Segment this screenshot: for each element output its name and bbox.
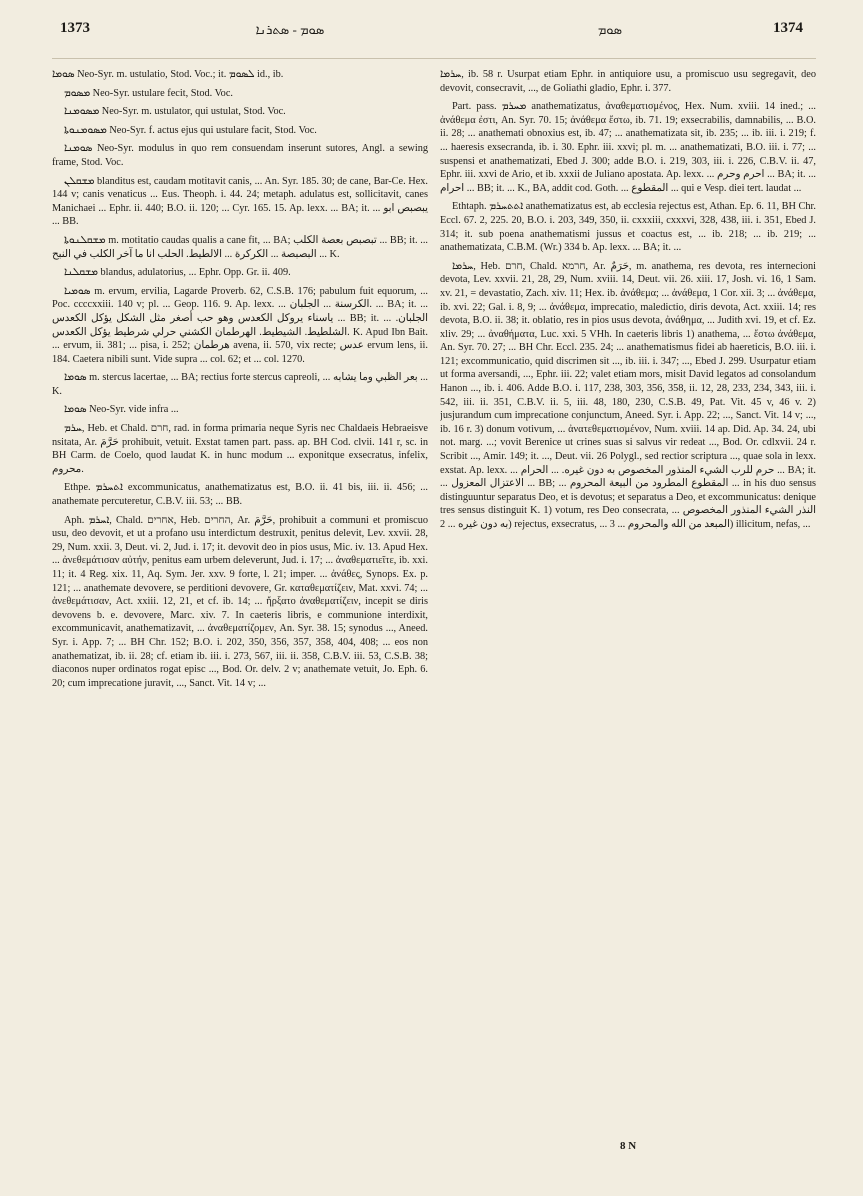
entry: ܡܣܘܡܢܘܬܐ Neo-Syr. f. actus ejus qui ustulare facit, Stod. Voc.	[64, 124, 317, 136]
page-header	[0, 14, 863, 44]
entry: ܡܣܘܡܢܐ Neo-Syr. m. ustulator, qui ustulat, Stod. Voc.	[64, 106, 286, 118]
entry: ܣܘܡܐ Neo-Syr. vide infra ...	[64, 404, 179, 416]
entry: Ethpe. ܐܬܚܪܡ excommunicatus, anathematizatus est, B.O. ii. 41 bis, iii. ii. 456; ... anathemate percuteretur, C.B.V. iii. 53; ... BB.	[52, 482, 428, 508]
left-running-headword: ܣܘܡ - ܣܬܪܢܐ	[255, 22, 325, 37]
right-page-number: 1374	[773, 20, 803, 36]
header-rule	[52, 58, 816, 59]
entry: ܚܪܡ, Heb. et Chald. חרם, rad. in forma primaria neque Syris nec Chaldaeis Hebraeisve nsitata, Ar. حَرَّمَ prohibuit, vetuit. Exstat tamen part. pass. ap. BH Cod. clvii. 141 r, sc. in BH Carm. de Coelo, quod laudat K. in hunc modum ... exponitque exsecratus, infelix, محروم.	[52, 423, 428, 475]
entry: ܡܣܘܡ Neo-Syr. ustulare fecit, Stod. Voc.	[64, 87, 233, 99]
entry: ܡܫܩܠܢܐ blandus, adulatorius, ... Ephr. Opp. Gr. ii. 409.	[64, 267, 291, 279]
entry: ܚܪܡܐ, Heb. חרם, Chald. חרמא, Ar. حَرَمٌ, m. anathema, res devota, res internecioni devota, Lev. xxvii. 21, 28, 29, Num. xviii. 14, Deut. vii. 26. xiii. 17, Josh. vi. 16, 1 Sam. xv. 21, = devastatio, Zach. xiv. 11; Hex. ib. ἀνάθεμα; ... ἀνάθεμα, 1 Cor. xii. 3; ... ἀνάθεμα, ib. xvi. 22; Gal. i. 8, 9; ... ἀνάθεμα, imprecatio, maledictio, diris devota, Act. xxiii. 14; res devota, B.O. ii. 38; it. oblatio, res in pios usus devota, ἀνάθημα, ... Judith xvi. 19, et cf. Ez. xliv. 29; ... ἀναθήματα, Luc. xxi. 5 VHh. In caeteris libris 1) anathema, ... ἔστω ἀνάθεμα, An. Syr. 70. 27; ... BH Chr. Eccl. 235. 24; ... anathematismus fidei ab haereticis, B.O. iii. i. 121; excommunicatio, quid discrimen sit ..., ib. iii. i. 347; ..., Ebed J. 299. Usurpatur etiam ut forma aversandi, ..., Ephr. iii. 22; valet etiam mors, misit David legatos ad consolandum Hanon ..., ib. i. 406. Adde B.O. i. 117, 238, 303, 356, 358, ii. 12, 28, 233, 234, 343, iii. i. 542, iii. ii. 351, C.B.V. ii. 5, iii. 48, 180, 230, C.S.B. 49, Pat. Vit. 45 v, 46 v. 2) jusjurandum cum imprecatione conjunctum, Aneed. Syr. i. App. 22; ..., Sanct. Vit. 14 v; ..., ib. 16 r. 3) donum votivum, ... ἀνατεθεματισμένον, Num. xviii. 14 ap. Did. Ap. 34. 24, ubi not. marg. ...; vovit Berenice ut crines suas si salvus vir redeat ..., Bod. Or. cdlxvii. 24 r. Scribit ..., Amir. 149; it. ..., Deut. vii. 26 Polygl., sed rectior scriptura ..., quae sola in lexx. exstat. Ap. lexx. ... حرم للرب الشيء المنذور المخصوص به دون غيره. ... الحرام ... BA; it. ... الاعتزال المعزول ... BB; ... المقطوع المطرود من البيعة المحروم ... in his duo sensus distinguuntur separatus Deo, et is devotus; et separatus a Deo, et excommunicatus: denique tres sensus distinguit K. 1) votum, res Deo consecrata, ... النذر الشيء المنذور المخصوص به دون غيره ... 2) rejectus, exsecratus, ... المبعد من الله والمحروم ... 3) illicitum, nefas, ...	[440, 260, 816, 530]
signature-mark: 8 N	[620, 1140, 637, 1152]
right-column	[440, 68, 816, 1143]
entry: ܡܫܩܠܢ blanditus est, caudam motitavit canis, ... An. Syr. 185. 30; de cane, Bar-Ce. Hex. 144 v; canis venaticus ... Eus. Theoph. i. 44. 24; metaph. adulatus est, sollicitavit, canes Manichaei ... Ephr. ii. 440; B.O. ii. 120; ... Cyr. 165. 15. Ap. lexx. ... BA; it. ... يبصبص ابو ... BB.	[52, 175, 428, 228]
left-page-number: 1373	[60, 20, 90, 36]
entry: ܣܘܡܢܐ Neo-Syr. modulus in quo rem consuendam inserunt sutores, Angl. a sewing frame, Stod. Voc.	[52, 143, 428, 168]
entry: Aph. ܐܚܪܡ, Chald. אחרים, Heb. החרים, Ar. حَرَّمَ, prohibuit a communi et promiscuo usu, deo devovit, et ut a profano usu interdictum destruxit, penitus delevit, Lev. xxvii. 28, 29, Num. xxii. 3, Deut. vi. 2, Jud. i. 17; it. devovit deo in pios usus, Mic. iv. 13. Apud Hex. ... ἀνεθεμάτισαν αὐτήν, penitus eam urbem deleverunt, Jud. i. 17; ... ἀναθεματιεῖτε, ib. xxi. 11; it. 4 Reg. xix. 11, Aq. Sym. Jer. xxv. 9 forte, l. 21; imper. ... ἀνάθες, Synops. Ex. p. 121; ... anathemate devovere, se perditioni devovere, Gr. καταθεματίζειν, Mat. xxvi. 74; ... ἀνεθεμάτισαν, Act. xxiii. 12, 21, et cf. ib. 14; ... ἤρξατο ἀναθεματίζειν, incepit se diris devovens b. e. devovere, Marc. xiv. 7. In caeteris libris, e communione interdixit, excommunicavit, anathematizavit, ... ἀναθεματίζομεν, An. Syr. 38. 15; synodus ..., Aneed. Syr. i. App. 7; ... BH Chr. 152; B.O. i. 202, 350, 356, 357, 358, 404, 408; ... eos non anathematizat, ib. ii. 28; cf. etiam ib. iii. i. 273, 567, iii. ii. 358, C.B.V. iii. 53, C.S.B. 38; diaconos nuper ordinatos rogat episc ..., Bod. Or. delv. 2 v; anathemate vetuit, Jo. Eph. 6. 20; cum imprecatione juravit, ..., Sanct. Vit. 14 v; ...	[52, 514, 428, 689]
entry: Part. pass. ܡܚܪܡ anathematizatus, ἀναθεματισμένος, Hex. Num. xviii. 14 ined.; ... ἀνάθεμα ἐστι, An. Syr. 70. 15; ἀνάθεμα ἔστω, ib. 71. 19; exsecrabilis, damnabilis, ... B.O. ii. 28; ... anathemati obnoxius est, ib. 47; ... anathematizata sit, ib. 235; ... ib. iii. i. 219; f. ... haeresis exsecranda, ib. i. 30. Ephr. iii. xxvi; pl. m. ... anathematizati, B.O. iii. i. 77; ... suspensi et anathematizati, Ebed J. 300; adde B.O. i. 219, 303, iii. i. 226, C.B.V. ii. 47, Ephr. iii. xxvi de Ario, et ib. xxxii de Juliano apostata. Ap. lexx. ... احرم وحرم ... BA; it. ... احرام ... BB; it. ... K., BA, addit cod. Goth. ... المقطوع ... qui e Vesp. diei tert. laudat ...	[440, 101, 816, 194]
entry: ܣܘܡܐ m. stercus lacertae, ... BA; rectius forte stercus capreoli, ... بعر الظبي وما يشابه ... K.	[52, 372, 428, 397]
left-column	[52, 68, 428, 1143]
entry: ܣܘܡܐ Neo-Syr. m. ustulatio, Stod. Voc.; it. ܠܣܘܡ id., ib.	[52, 69, 284, 80]
right-running-headword: ܣܘܡ	[597, 22, 623, 37]
entry: Ethtaph. ܐܬܬܚܪܡ anathematizatus est, ab ecclesia rejectus est, Athan. Ep. 6. 11, BH Chr. Eccl. 67. 2, 225. 20, B.O. i. 203, 349, 350, ii. cxxxiii, cxxxvi, 328, 438, iii. i. 351, Ebed J. 314; it. sub poena anathematismi jussus et coactus est, ... ib. 218; ... ib. 219; ... anathematizata, C.B.M. (Wr.) 334 b. Ap. lexx. ... BA; it. ...	[440, 201, 816, 254]
entry: ܣܘܡܝܐ m. ervum, ervilia, Lagarde Proverb. 62, C.S.B. 176; pabulum fuit equorum, ... Poc. ccccxxiii. 140 v; pl. ... Geop. 116. 9. Ap. lexx. ... الكرسنة ... الجلبان. ... BA; it. ... ياسناء يروكل الكعدس وهو حب أصغر مثل الشكل يؤكل الكعدس ... BB; it. ... الجلبان. الشلطيط. الشيطيط. الهرطمان الكشني حرلي شرطيط يؤكل الكعدس. K. Apud Ibn Bait. ... ervum, ii. 381; ... pisa, i. 252; هرطمان avena, ii. 570, vix recte; عدس ervum lens, ii. 184. Caetera nibili sunt. Vide supra ... col. 62; et ... col. 1270.	[52, 285, 428, 365]
entry: ܡܫܩܠܢܘܬܐ m. motitatio caudas qualis a cane fit, ... BA; تبصبص بعصة الكلب ... BB; it. ... البصبصة ... الكركرة ... الالطيط. الحلب انا ما آخر الكلب في النبح ... K.	[52, 234, 428, 260]
entry: ܚܪܡܐ, ib. 58 r. Usurpat etiam Ephr. in antiquiore usu, a promiscuo usu segregavit, deo devovit, consecravit, ..., de Goliathi gladio, Ephr. i. 377.	[440, 69, 816, 94]
